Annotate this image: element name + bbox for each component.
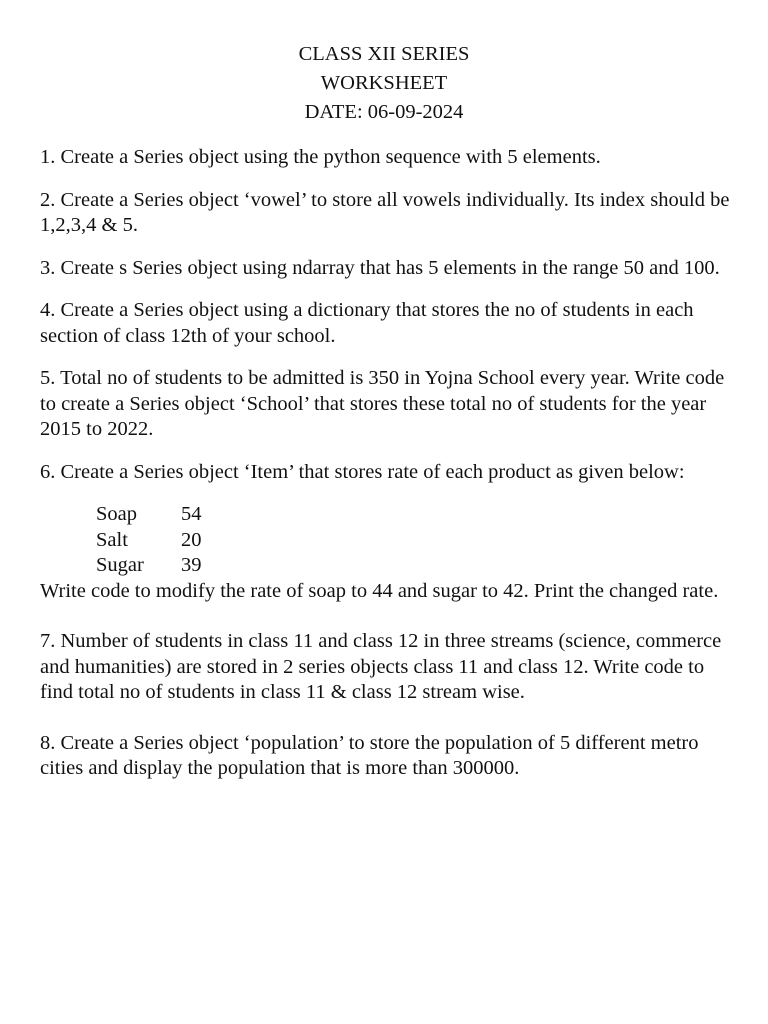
item-rate: 39 <box>181 554 202 576</box>
item-row <box>96 502 740 528</box>
item-name: Sugar <box>96 554 144 576</box>
question-5: 5. Total no of students to be admitted is 350 in Yojna School every year. Write code to create a Series object ‘School’ that stores these total no of students for the year 2015 to 2022. <box>40 367 725 440</box>
item-rate: 54 <box>181 503 202 525</box>
question-8: 8. Create a Series object ‘population’ to store the population of 5 different metro cities and display the population that is more than 300000. <box>40 731 699 779</box>
question-3: 3. Create s Series object using ndarray that has 5 elements in the range 50 and 100. <box>40 256 720 279</box>
header-subtitle: WORKSHEET <box>320 72 448 94</box>
item-row <box>96 528 740 554</box>
question-7: 7. Number of students in class 11 and class 12 in three streams (science, commerce and humanities) are stored in 2 series objects class 11 and class 12. Write code to find total no of students in class 11 & class 12 stream wise. <box>40 630 722 703</box>
question-4: 4. Create a Series object using a dictionary that stores the no of students in each section of class 12th of your school. <box>40 299 694 347</box>
question-6: 6. Create a Series object ‘Item’ that stores rate of each product as given below: <box>40 460 685 483</box>
header-date: DATE: 06-09-2024 <box>304 101 464 123</box>
question-list <box>40 145 740 782</box>
worksheet-header <box>0 40 768 127</box>
question-6-instruction: Write code to modify the rate of soap to 44 and sugar to 42. Print the changed rate. <box>40 579 719 602</box>
item-row <box>96 553 740 579</box>
item-name: Salt <box>96 528 128 551</box>
item-rate: 20 <box>181 528 202 551</box>
question-2: 2. Create a Series object ‘vowel’ to store all vowels individually. Its index should be 1,2,3,4 & 5. <box>40 188 730 236</box>
item-rate-table <box>96 502 740 579</box>
item-name: Soap <box>96 503 137 525</box>
question-1: 1. Create a Series object using the python sequence with 5 elements. <box>40 146 601 168</box>
header-title: CLASS XII SERIES <box>298 43 470 65</box>
